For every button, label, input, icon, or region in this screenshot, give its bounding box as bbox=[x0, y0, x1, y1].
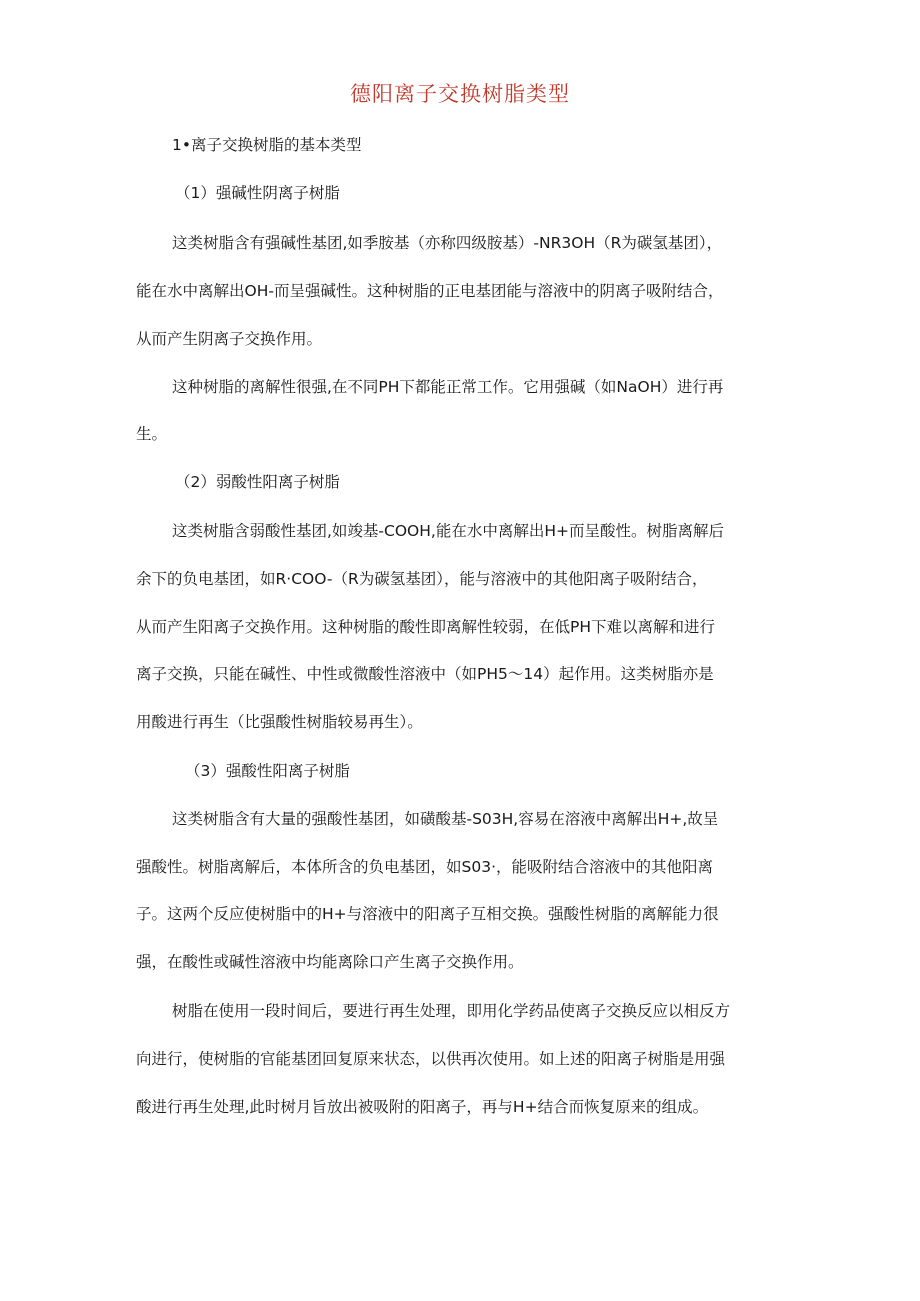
subsection-heading: （3）强酸性阳离子树脂 bbox=[185, 762, 350, 780]
text-line: 这类树脂含有强碱性基团,如季胺基（亦称四级胺基）-NR3OH（R为碳氢基团）， bbox=[172, 234, 723, 252]
text-line: 从而产生阴离子交换作用。 bbox=[136, 330, 323, 348]
text-line: 向进行，使树脂的官能基团回复原来状态，以供再次使用。如上述的阳离子树脂是用强 bbox=[136, 1050, 726, 1068]
text-line: 强酸性。树脂离解后，本体所含的负电基团，如S03·，能吸附结合溶液中的其他阳离 bbox=[136, 858, 713, 876]
text-line: 这类树脂含弱酸性基团,如竣基-COOH,能在水中离解出H+而呈酸性。树脂离解后 bbox=[172, 522, 724, 540]
section-heading: 1•离子交换树脂的基本类型 bbox=[172, 136, 362, 154]
document-title: 德阳离子交换树脂类型 bbox=[350, 82, 570, 106]
text-line: 能在水中离解出OH-而呈强碱性。这种树脂的正电基团能与溶液中的阴离子吸附结合， bbox=[136, 282, 724, 300]
text-line: 树脂在使用一段时间后，要进行再生处理，即用化学药品使离子交换反应以相反方 bbox=[172, 1002, 731, 1020]
text-line: 余下的负电基团，如R·COO-（R为碳氢基团），能与溶液中的其他阳离子吸附结合， bbox=[136, 570, 708, 588]
text-line: 离子交换，只能在碱性、中性或微酸性溶液中（如PH5～14）起作用。这类树脂亦是 bbox=[136, 665, 714, 683]
text-line: 强，在酸性或碱性溶液中均能离除口产生离子交换作用。 bbox=[136, 953, 524, 971]
subsection-heading: （1）强碱性阴离子树脂 bbox=[175, 184, 340, 202]
subsection-heading: （2）弱酸性阳离子树脂 bbox=[175, 473, 340, 491]
text-line: 从而产生阳离子交换作用。这种树脂的酸性即离解性较弱，在低PH下难以离解和进行 bbox=[136, 618, 716, 636]
text-line: 酸进行再生处理,此时树月旨放出被吸附的阳离子，再与H+结合而恢复原来的组成。 bbox=[136, 1098, 709, 1116]
text-line: 生。 bbox=[136, 425, 168, 443]
text-line: 这类树脂含有大量的强酸性基团，如磺酸基-S03H,容易在溶液中离解出H+,故呈 bbox=[172, 810, 719, 828]
text-line: 用酸进行再生（比强酸性树脂较易再生）。 bbox=[136, 713, 423, 731]
text-line: 子。这两个反应使树脂中的H+与溶液中的阳离子互相交换。强酸性树脂的离解能力很 bbox=[136, 905, 719, 923]
text-line: 这种树脂的离解性很强,在不同PH下都能正常工作。它用强碱（如NaOH）进行再 bbox=[172, 378, 724, 396]
